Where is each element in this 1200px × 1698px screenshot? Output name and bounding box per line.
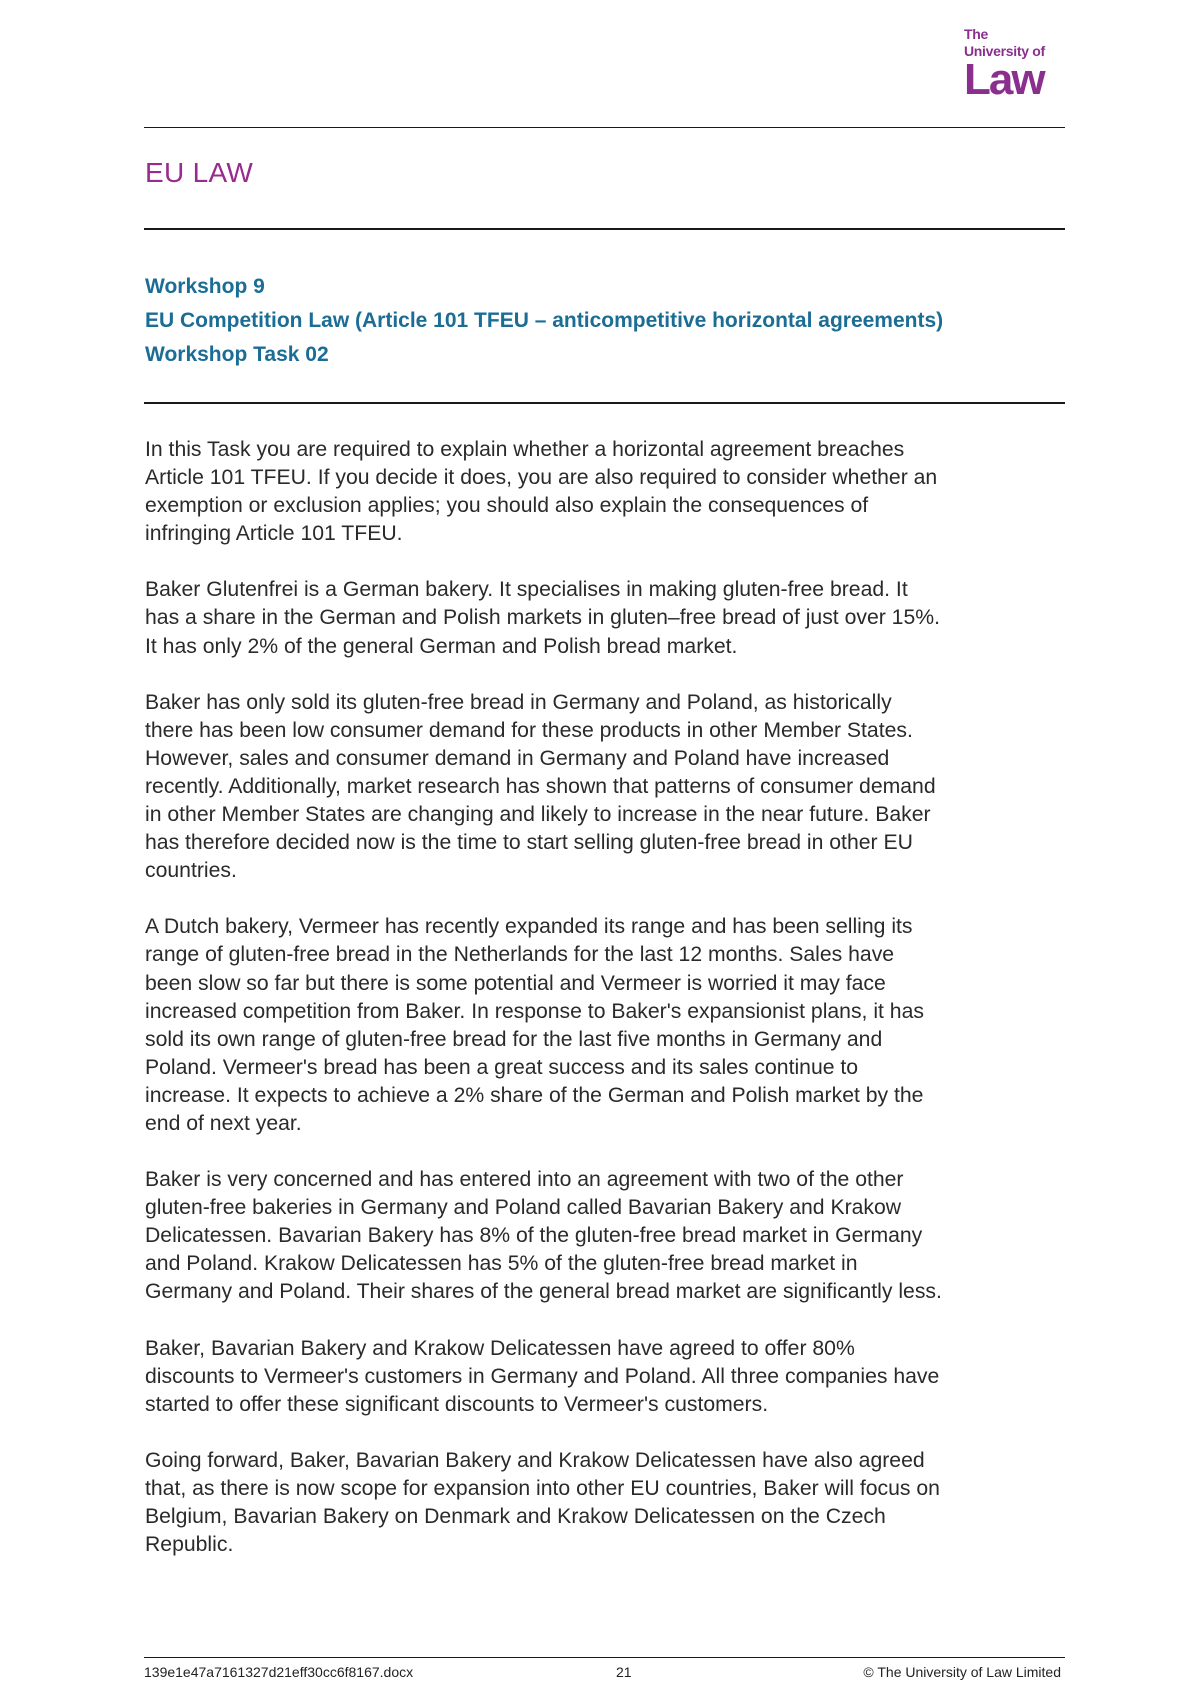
university-logo [964,26,1074,104]
document-title: EU LAW [145,157,254,188]
paragraph-instructions: In this Task you are required to explain whether a horizontal agreement breaches Article 101 TFEU. If you decide it does, you are also required to consider whether an exemption or exclusion applies; you should also explain the consequences of infringing Article 101 TFEU. [145,438,938,546]
task-body [145,436,1075,1587]
logo-line-university: University of [964,43,1045,59]
paragraph-vermeer: A Dutch bakery, Vermeer has recently expanded its range and has been selling its range of gluten-free bread in the Netherlands for the last 12 months. Sales have been slow so far but there is some potential and Vermeer is worried it may face increased competition from Baker. In response to Baker's expansionist plans, it has sold its own range of gluten-free bread for the last five months in Germany and Poland. Vermeer's bread has been a great success and its sales continue to increase. It expects to achieve a 2% share of the German and Polish market by the end of next year. [145,915,924,1135]
workshop-topic: EU Competition Law (Article 101 TFEU – anticompetitive horizontal agreements) [145,309,944,332]
workshop-task: Workshop Task 02 [145,343,329,366]
paragraph-baker-intro: Baker Glutenfrei is a German bakery. It specialises in making gluten-free bread. It has a share in the German and Polish markets in gluten–free bread of just over 15%. It has only 2% of the general German and Polish bread market. [145,578,940,658]
footer-copyright: © The University of Law Limited [863,1664,1061,1680]
logo-line-law: Law [964,55,1044,104]
workshop-heading [145,270,943,372]
paragraph-discounts: Baker, Bavarian Bakery and Krakow Delicatessen have agreed to offer 80% discounts to Vermeer's customers in Germany and Poland. All three companies have started to offer these significant discounts to Vermeer's customers. [145,1336,940,1416]
title-divider [144,228,1065,230]
paragraph-market-sharing: Going forward, Baker, Bavarian Bakery and Krakow Delicatessen have also agreed that, as there is now scope for expansion into other EU countries, Baker will focus on Belgium, Bavarian Bakery on Denmark and Krakow Delicatessen on the Czech Republic. [145,1448,940,1557]
header-divider [144,127,1065,128]
paragraph-agreement: Baker is very concerned and has entered into an agreement with two of the other gluten-free bakeries in Germany and Poland called Bavarian Bakery and Krakow Delicatessen. Bavarian Bakery has 8% of the gluten-free bread market in Germany and Poland. Krakow Delicatessen has 5% of the gluten-free bread market in Germany and Poland. Their shares of the general bread market are significantly less. [145,1168,942,1304]
footer-filename: 139e1e47a7161327d21eff30cc6f8167.docx [144,1664,414,1680]
logo-line-the: The [964,26,988,42]
footer-divider [144,1657,1065,1658]
footer-page-number: 21 [616,1664,632,1680]
workshop-number: Workshop 9 [145,275,265,298]
paragraph-baker-markets: Baker has only sold its gluten-free bread in Germany and Poland, as historically there has been low consumer demand for these products in other Member States. However, sales and consumer demand in Germany and Poland have increased recently. Additionally, market research has shown that patterns of consumer demand in other Member States are changing and likely to increase in the near future. Baker has therefore decided now is the time to start selling gluten-free bread in other EU countries. [145,690,936,883]
heading-divider [144,402,1065,404]
